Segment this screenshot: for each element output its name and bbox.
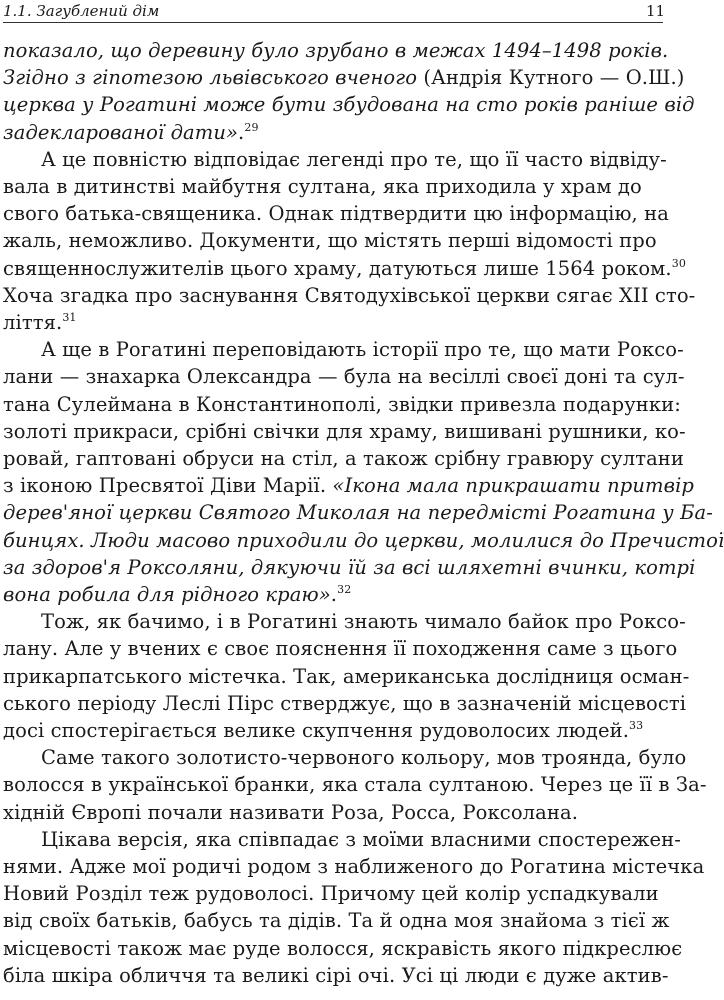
text-run: тана Сулеймана в Константинополі, звідки привезла подарунки: <box>3 392 681 416</box>
text-line <box>3 716 643 746</box>
text-line <box>3 634 677 664</box>
footnote-ref: 31 <box>62 311 77 324</box>
text-run: досі спостерігається велике скупчення рудоволосих людей. <box>3 719 630 742</box>
italic-text: задекларованої дати» <box>3 120 239 144</box>
text-line <box>3 471 694 501</box>
text-run: хідній Європі почали називати Роза, Росса, Роксолана. <box>3 800 578 824</box>
text-line <box>3 526 724 556</box>
italic-text: показало, що деревину було зрубано в межах 1494–1498 років. <box>3 39 669 62</box>
text-run: прикарпатського містечка. Так, американська дослідниця осман- <box>3 664 690 688</box>
text-line <box>3 145 667 175</box>
text-run: Цікава версія, яка співпадає з моїми власними спостережен- <box>41 827 681 851</box>
text-run: (Андрія Кутного — О.Ш.) <box>417 66 685 90</box>
text-line <box>3 825 681 855</box>
text-line <box>3 254 686 284</box>
footnote-ref: 32 <box>337 583 352 596</box>
chapter-title: 1.1. Загублений дім <box>3 2 160 20</box>
text-run: ського періоду Леслі Пірс стверджує, що в зазначеній місцевості <box>3 691 687 715</box>
text-run: лани — знахарка Олександра — була на весіллі своєї доні та сул- <box>3 365 685 389</box>
text-line <box>3 770 707 800</box>
text-run: жаль, неможливо. Документи, що містять перші відомості про <box>3 229 657 253</box>
text-line <box>3 90 695 120</box>
text-line <box>3 226 657 256</box>
footnote-ref: 33 <box>629 719 644 732</box>
text-run: нями. Адже мої родичі родом з наближеного до Рогатина містечка <box>3 855 705 878</box>
italic-text: за здоров'я Роксоляни, дякуючи їй за всі шляхетні вчинки, котрі <box>3 555 696 579</box>
text-line <box>3 798 578 828</box>
italic-text: Згідно з гіпотезою львівського вченого <box>3 66 418 90</box>
footnote-ref: 30 <box>671 256 686 270</box>
header-rule <box>3 22 663 23</box>
text-line <box>3 390 681 420</box>
text-line <box>3 743 686 773</box>
text-run: біла шкіра обличчя та великі сірі очі. Усі ці люди є дуже актив- <box>3 963 669 987</box>
text-line <box>3 934 682 964</box>
text-line <box>3 36 668 66</box>
italic-text: бинцях. Люди масово приходили до церкви, молилися до Пречистої <box>3 528 724 552</box>
italic-text: вона робила для рідного краю» <box>3 583 331 606</box>
text-run: А ще в Рогатині переповідають історії про те, що мати Роксо- <box>41 338 684 362</box>
text-run: Новий Розділ теж рудоволосі. Причому цей колір успадкували <box>3 882 659 906</box>
text-run: вала в дитинстві майбутня султана, яка приходила у храм до <box>3 175 642 198</box>
text-line <box>3 553 695 583</box>
running-header <box>3 1 703 23</box>
text-run: . <box>330 583 338 606</box>
text-run: Саме такого золотисто-червоного кольору, мов троянда, було <box>41 746 687 770</box>
text-line <box>3 172 642 202</box>
text-line <box>3 580 351 610</box>
text-line <box>3 63 684 93</box>
italic-text: церква у Рогатині може бути збудована на сто років раніше від <box>3 93 695 117</box>
text-run: волосся в української бранки, яка стала султаною. Через це її в За- <box>3 773 707 797</box>
text-line <box>3 852 704 882</box>
page-number: 11 <box>646 2 666 20</box>
text-run: лану. Але у вчених є своє пояснення її походження саме з цього <box>3 637 678 661</box>
text-line <box>3 308 77 338</box>
text-line <box>3 444 684 474</box>
text-run: Тож, як бачимо, і в Рогатині знають чимало байок про Роксо- <box>41 610 686 634</box>
italic-text: дерев'яної церкви Святого Миколая на передмісті Рогатина у Ба- <box>3 501 713 525</box>
text-line <box>3 906 670 936</box>
text-line <box>3 199 669 229</box>
text-line <box>3 961 669 991</box>
text-run: А це повністю відповідає легенді про те, що її часто відвіду- <box>41 147 667 171</box>
text-run: місцевості також має руде волосся, яскравість якого підкреслює <box>3 936 683 960</box>
text-line <box>3 607 686 637</box>
text-line <box>3 281 695 311</box>
text-line <box>3 417 686 447</box>
text-run: ліття. <box>3 311 63 334</box>
text-line <box>3 879 659 909</box>
text-line <box>3 689 686 719</box>
text-run: з іконою Пресвятої Діви Марії. <box>3 474 333 498</box>
text-run: ровай, гаптовані обруси на стіл, а також срібну гравюру султани <box>3 447 685 470</box>
text-line <box>3 118 259 148</box>
text-run: свого батька-священика. Однак підтвердити цю інформацію, на <box>3 202 669 226</box>
text-run: від своїх батьків, бабусь та дідів. Та й одна моя знайома з тієї ж <box>3 909 670 933</box>
text-run: золоті прикраси, срібні свічки для храму, вишивані рушники, ко- <box>3 419 686 443</box>
text-run: . <box>238 120 245 144</box>
text-line <box>3 335 684 365</box>
text-line <box>3 662 689 692</box>
footnote-ref: 29 <box>244 120 259 134</box>
text-line <box>3 362 685 392</box>
text-run: священнослужителів цього храму, датуються лише 1564 роком. <box>3 256 672 280</box>
text-run: Хоча згадка про заснування Святодухівської церкви сягає XII сто- <box>3 283 696 307</box>
text-line <box>3 498 713 528</box>
italic-text: «Ікона мала прикрашати притвір <box>332 474 695 498</box>
